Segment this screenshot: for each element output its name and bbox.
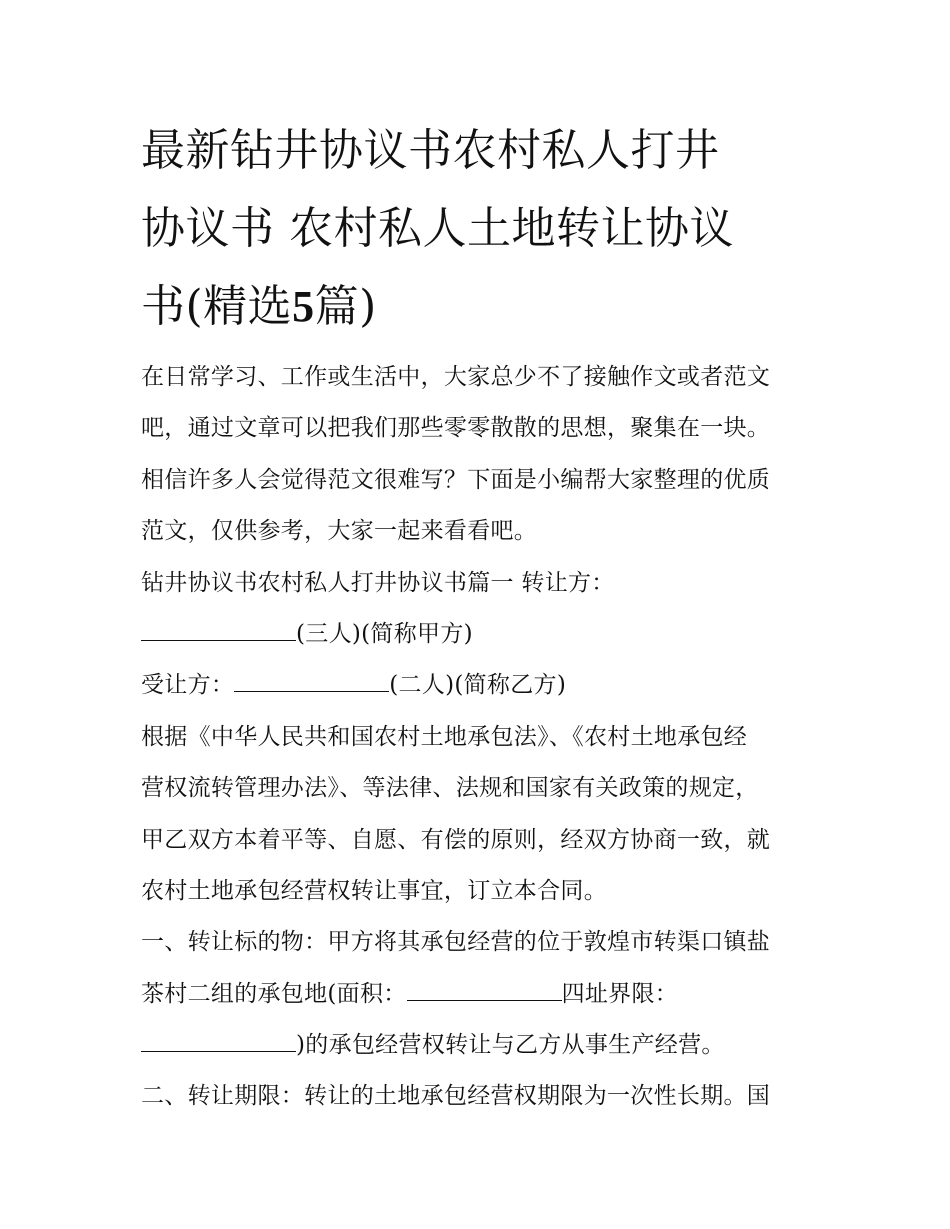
party-b-blank bbox=[234, 671, 389, 692]
party-a-blank bbox=[141, 620, 296, 641]
clause-one-area-prefix: 茶村二组的承包地(面积： bbox=[141, 980, 407, 1007]
boundary-blank bbox=[141, 1031, 296, 1052]
intro-line-4: 范文，仅供参考，大家一起来看看吧。 bbox=[141, 518, 538, 545]
intro-line-1: 在日常学习、工作或生活中，大家总少不了接触作文或者范文 bbox=[141, 364, 771, 390]
party-a-suffix: (三人)(简称甲方) bbox=[296, 620, 473, 647]
party-a-line bbox=[141, 609, 831, 660]
party-b-prefix: 受让方： bbox=[141, 672, 235, 699]
title-line-2: 协议书 农村私人土地转让协议 bbox=[141, 203, 734, 254]
basis-line-1: 根据《中华人民共和国农村土地承包法》、《农村土地承包经 bbox=[141, 723, 748, 750]
basis-line-4: 农村土地承包经营权转让事宜，订立本合同。 bbox=[141, 877, 607, 904]
clause-one-line-1: 一、转让标的物：甲方将其承包经营的位于敦煌市转渠口镇盐 bbox=[141, 929, 771, 956]
intro-line-2: 吧，通过文章可以把我们那些零零散散的思想，聚集在一块。 bbox=[141, 415, 771, 442]
basis-line-2: 营权流转管理办法》、等法律、法规和国家有关政策的规定， bbox=[141, 775, 759, 802]
title-line-3-pre: 书(精选 bbox=[141, 281, 293, 332]
clause-two-line-1: 二、转让期限：转让的土地承包经营权期限为一次性长期。国 bbox=[141, 1083, 771, 1110]
document-title bbox=[141, 112, 821, 346]
clause-one-line-3-suffix: )的承包经营权转让与乙方从事生产经营。 bbox=[296, 1032, 725, 1059]
area-blank bbox=[407, 980, 562, 1001]
clause-one-line-3 bbox=[141, 1020, 831, 1071]
title-line-1: 最新钻井协议书农村私人打井 bbox=[141, 125, 720, 176]
party-b-line bbox=[141, 660, 831, 711]
section-heading: 钻井协议书农村私人打井协议书篇一 转让方： bbox=[141, 569, 615, 596]
document-body bbox=[141, 352, 831, 1123]
title-line-3 bbox=[141, 268, 821, 346]
basis-line-3: 甲乙双方本着平等、自愿、有偿的原则，经双方协商一致，就 bbox=[141, 826, 771, 853]
clause-one-line-2 bbox=[141, 969, 831, 1020]
clause-one-boundary-label: 四址界限： bbox=[561, 980, 679, 1007]
intro-line-3: 相信许多人会觉得范文很难写？下面是小编帮大家整理的优质 bbox=[141, 466, 771, 493]
title-line-3-number: 5 bbox=[292, 282, 315, 331]
party-b-suffix: (二人)(简称乙方) bbox=[389, 672, 567, 699]
title-line-3-post: 篇) bbox=[314, 281, 377, 332]
